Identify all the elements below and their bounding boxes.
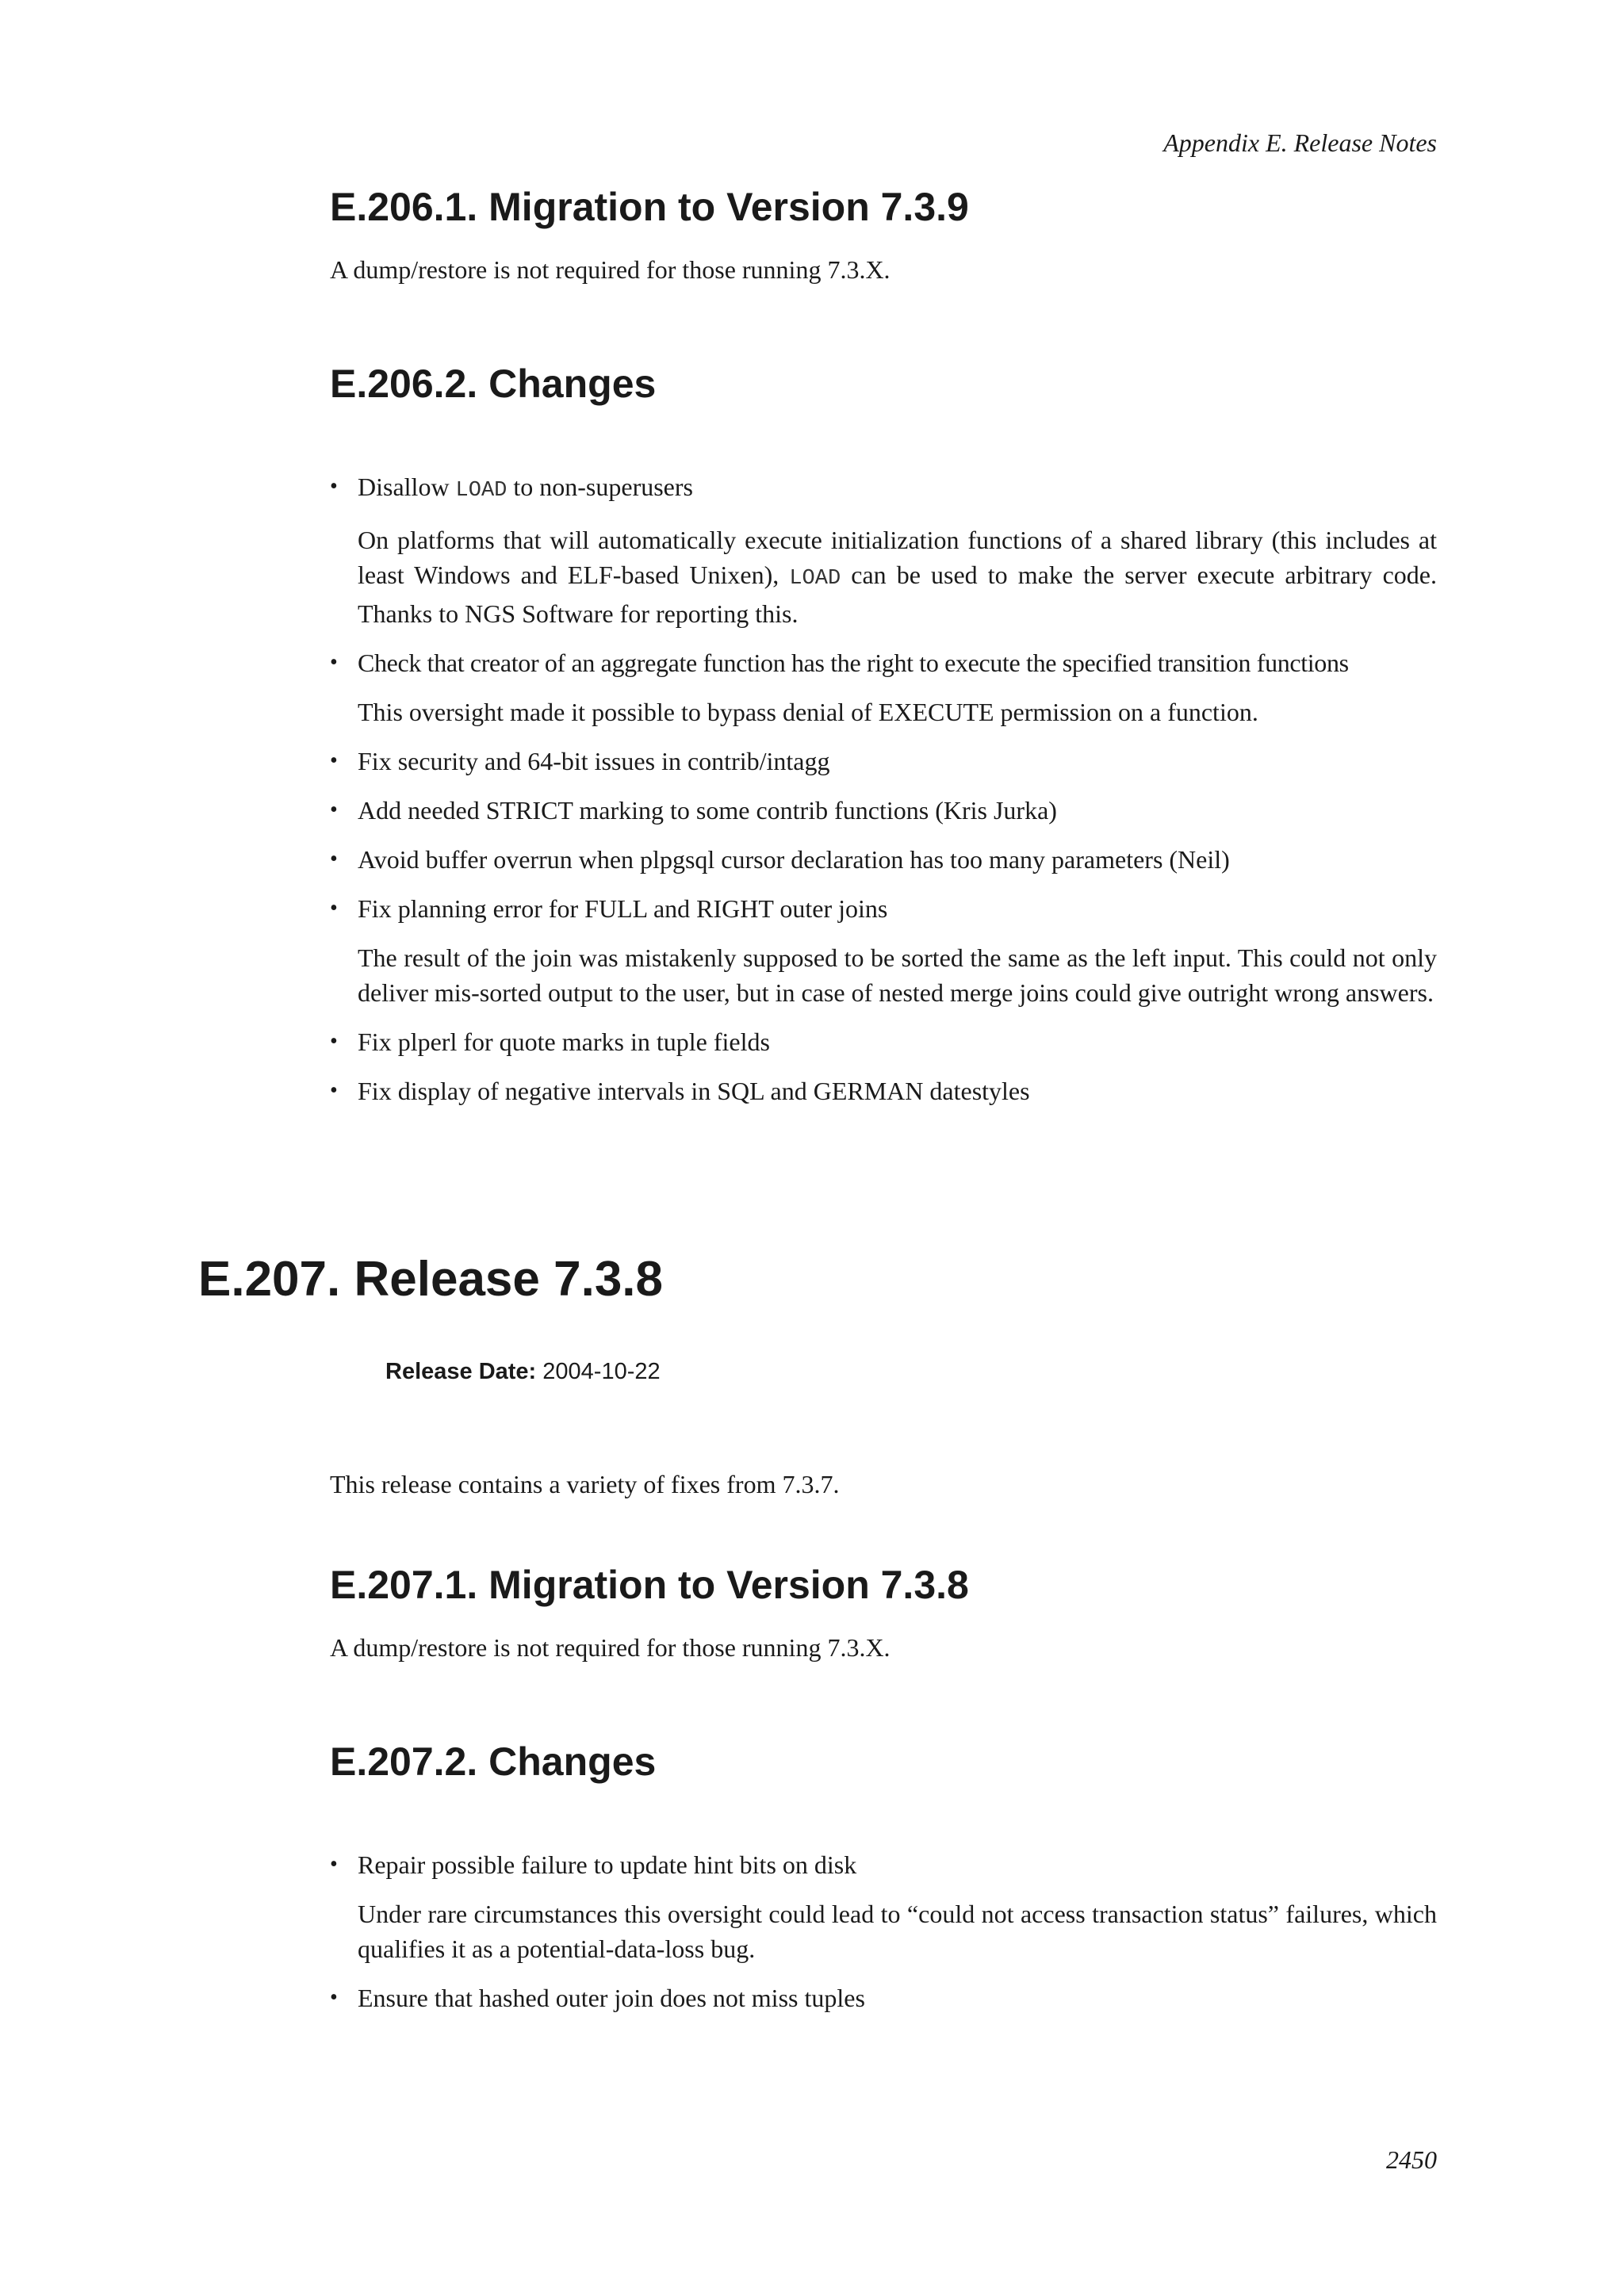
change-title: • Repair possible failure to update hint bits on disk: [358, 1850, 857, 1879]
change-title: • Fix plperl for quote marks in tuple fields: [358, 1027, 770, 1056]
release-date: [385, 1359, 661, 1385]
code-load: LOAD: [789, 567, 841, 591]
change-description: The result of the join was mistakenly supposed to be sorted the same as the left input. This could not only deliver mis-sorted output to the user, but in case of nested merge joins could give outright wrong answers.: [358, 943, 1437, 1007]
list-item: [330, 744, 1437, 779]
code-load: LOAD: [455, 479, 508, 503]
migration-note-e206: A dump/restore is not required for those running 7.3.X.: [330, 255, 891, 284]
change-description: On platforms that will automatically execute initialization functions of a shared library (this includes at least Windows and ELF-based Unixen), LOAD can be used to make the server execute arbitrary code. Thanks to NGS Software for reporting this.: [358, 526, 1438, 628]
change-title: • Avoid buffer overrun when plpgsql cursor declaration has too many parameters (Neil): [358, 845, 1230, 874]
migration-note-e207: A dump/restore is not required for those running 7.3.X.: [330, 1633, 891, 1662]
change-title: • Fix security and 64-bit issues in contrib/intagg: [358, 747, 830, 775]
list-item: [330, 891, 1437, 1010]
list-item: [330, 1980, 1437, 2015]
change-description: This oversight made it possible to bypass denial of EXECUTE permission on a function.: [358, 698, 1258, 726]
running-header: Appendix E. Release Notes: [1163, 128, 1437, 157]
release-date-label: Release Date:: [385, 1359, 537, 1384]
changes-list-e206: [330, 469, 1437, 1123]
changes-list-e207: [330, 1847, 1437, 2030]
section-heading-e207: E.207. Release 7.3.8: [198, 1252, 664, 1307]
section-heading-e206-2: E.206.2. Changes: [330, 362, 657, 406]
list-item: [330, 1024, 1437, 1059]
change-title: • Fix planning error for FULL and RIGHT outer joins: [358, 894, 888, 923]
list-item: [330, 1847, 1437, 1966]
change-title: • Check that creator of an aggregate function has the right to execute the specified transition functions: [358, 649, 1349, 677]
section-heading-e206-1: E.206.1. Migration to Version 7.3.9: [330, 185, 969, 229]
page-number: 2450: [1386, 2145, 1437, 2174]
release-intro-e207: This release contains a variety of fixes from 7.3.7.: [330, 1470, 840, 1498]
list-item: [330, 469, 1437, 631]
list-item: [330, 645, 1437, 729]
change-title: • Add needed STRICT marking to some contrib functions (Kris Jurka): [358, 796, 1057, 825]
change-description: Under rare circumstances this oversight could lead to “could not access transaction status” failures, which qualifies it as a potential-data-loss bug.: [358, 1900, 1437, 1963]
list-item: [330, 842, 1437, 877]
list-item: [330, 793, 1437, 828]
section-heading-e207-1: E.207.1. Migration to Version 7.3.8: [330, 1563, 969, 1607]
release-date-value: 2004-10-22: [536, 1359, 661, 1384]
change-title: • Disallow LOAD to non-superusers: [358, 473, 693, 503]
section-heading-e207-2: E.207.2. Changes: [330, 1739, 657, 1784]
change-title: • Fix display of negative intervals in SQL and GERMAN datestyles: [358, 1077, 1030, 1105]
change-title: • Ensure that hashed outer join does not miss tuples: [358, 1984, 865, 2012]
list-item: [330, 1073, 1437, 1108]
